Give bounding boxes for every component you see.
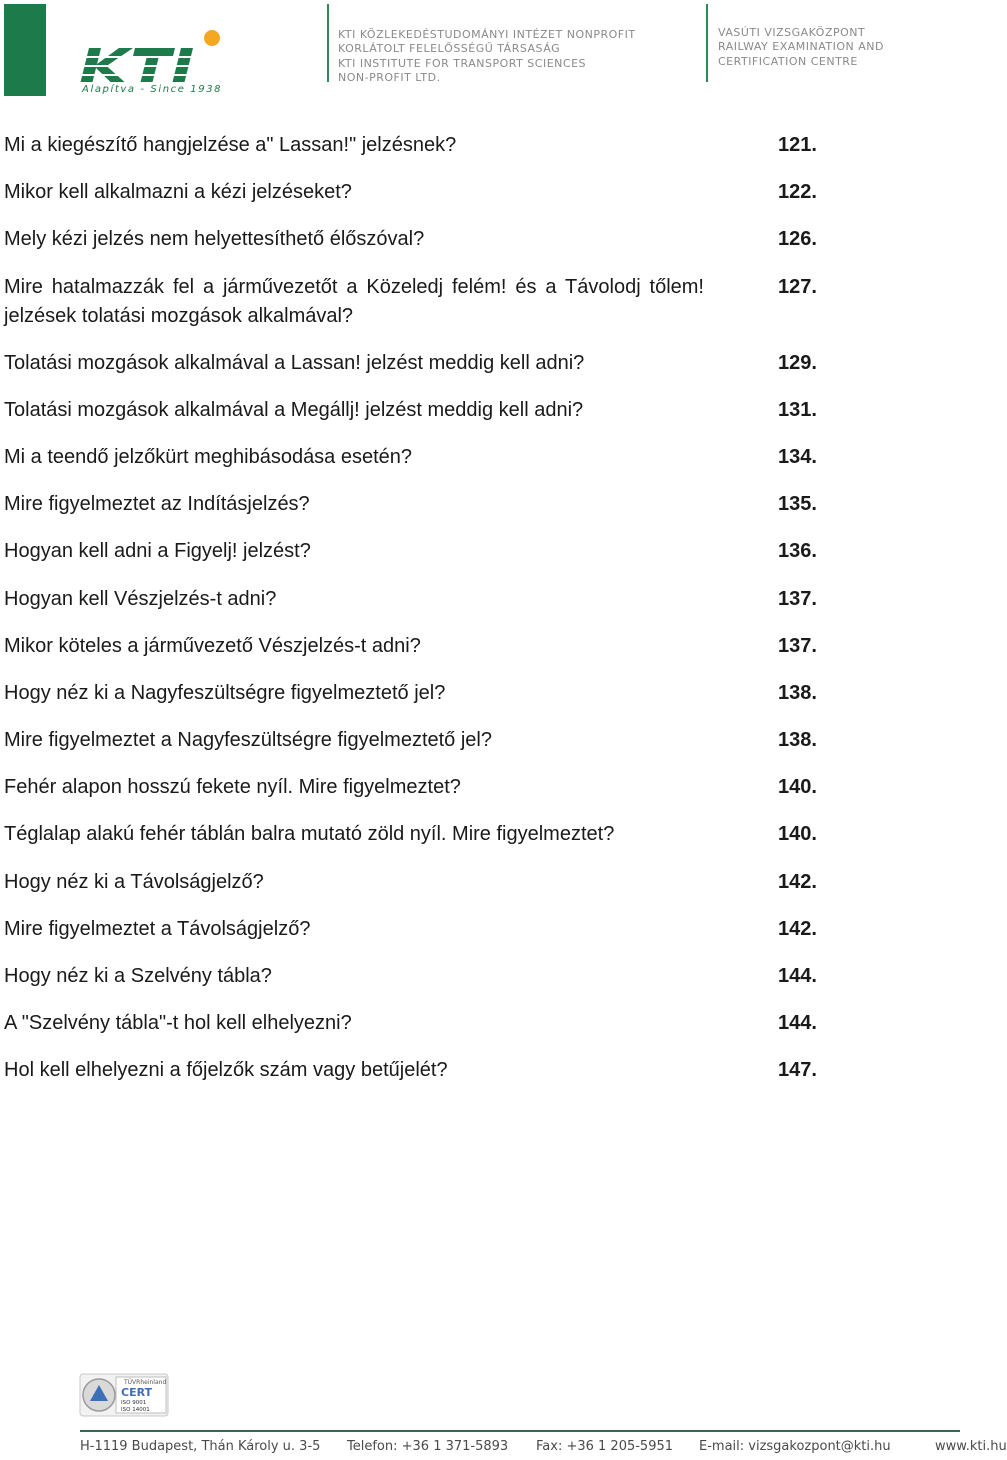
page-number: 142. <box>778 917 817 940</box>
page-number: 136. <box>778 540 817 563</box>
question-text: Mikor köteles a járművezető Vészjelzés-t adni? <box>4 634 421 657</box>
page-footer <box>80 1439 1007 1459</box>
list-item <box>4 396 834 443</box>
centre-line: VASÚTI VIZSGAKÖZPONT <box>718 26 866 39</box>
page-number: 140. <box>778 823 817 846</box>
list-item <box>4 1009 834 1056</box>
brand-green-block <box>4 4 46 96</box>
question-index <box>4 131 834 1104</box>
page-number: 134. <box>778 445 817 468</box>
kti-logo-letters <box>78 28 228 84</box>
cert-iso-9001: ISO 9001 <box>121 1400 147 1406</box>
question-text: Mi a teendő jelzőkürt meghibásodása esetén? <box>4 445 413 468</box>
institute-line: NON-PROFIT LTD. <box>338 70 441 84</box>
list-item <box>4 773 834 820</box>
list-item <box>4 443 834 490</box>
institute-line: KORLÁTOLT FELELŐSSÉGŰ TÁRSASÁG <box>338 42 561 56</box>
centre-line: RAILWAY EXAMINATION AND <box>718 40 884 54</box>
page-number: 129. <box>778 351 817 374</box>
footer-address: H-1119 Budapest, Thán Károly u. 3-5 <box>80 1439 321 1454</box>
page-number: 138. <box>778 681 817 704</box>
question-text: Hogy néz ki a Távolságjelző? <box>4 870 264 893</box>
list-item <box>4 585 834 632</box>
list-item <box>4 632 834 679</box>
list-item <box>4 915 834 962</box>
institute-line: KTI INSTITUTE FOR TRANSPORT SCIENCES <box>338 56 587 70</box>
institute-name <box>338 28 678 85</box>
footer-email[interactable]: E-mail: vizsgakozpont@kti.hu <box>699 1439 891 1454</box>
cert-issuer: TÜVRheinland <box>124 1379 167 1386</box>
question-text: Hogy néz ki a Nagyfeszültségre figyelmeztető jel? <box>4 681 446 704</box>
page-number: 140. <box>778 776 817 799</box>
page-number: 144. <box>778 965 817 987</box>
page-number: 131. <box>778 398 817 421</box>
page-number: 142. <box>778 870 817 893</box>
page-number: 121. <box>778 134 817 156</box>
page-number: 138. <box>778 729 817 752</box>
question-text: Mikor kell alkalmazni a kézi jelzéseket? <box>4 181 352 204</box>
header-divider <box>706 4 708 82</box>
list-item <box>4 349 834 396</box>
list-item <box>4 820 834 867</box>
footer-fax: Fax: +36 1 205-5951 <box>536 1439 674 1454</box>
question-text: Hogyan kell adni a Figyelj! jelzést? <box>4 540 311 563</box>
page-number: 126. <box>778 228 817 251</box>
logo-since-text: Alapítva - Since 1938 <box>82 84 223 95</box>
question-text: Mire figyelmeztet a Távolságjelző? <box>4 917 311 940</box>
list-item <box>4 962 834 1009</box>
list-item <box>4 1056 834 1103</box>
cert-iso-14001: ISO 14001 <box>121 1407 150 1413</box>
question-text: Tolatási mozgások alkalmával a Megállj! jelzést meddig kell adni? <box>4 398 584 421</box>
question-text: Mire hatalmazzák fel a járművezetőt a Közeledj felém! és a Távolodj tőlem! jelzések tolatási mozgások alkalmával? <box>4 275 704 327</box>
question-text: Hogyan kell Vészjelzés-t adni? <box>4 587 277 610</box>
page-number: 137. <box>778 634 817 657</box>
header-divider <box>327 4 329 82</box>
page-number: 135. <box>778 493 817 516</box>
question-text: Téglalap alakú fehér táblán balra mutató zöld nyíl. Mire figyelmeztet? <box>4 823 615 846</box>
institute-line: KTI KÖZLEKEDÉSTUDOMÁNYI INTÉZET NONPROFIT <box>338 28 636 41</box>
list-item <box>4 225 834 272</box>
footer-website[interactable]: www.kti.hu <box>935 1439 1007 1454</box>
question-text: Hogy néz ki a Szelvény tábla? <box>4 965 272 987</box>
list-item <box>4 537 834 584</box>
page-number: 147. <box>778 1059 817 1082</box>
tuv-cert-badge <box>80 1374 168 1416</box>
page-number: 137. <box>778 587 817 610</box>
list-item <box>4 679 834 726</box>
list-item <box>4 726 834 773</box>
page-number: 122. <box>778 181 817 204</box>
question-text: Fehér alapon hosszú fekete nyíl. Mire figyelmeztet? <box>4 776 461 799</box>
cert-label: CERT <box>121 1386 153 1399</box>
page-number: 127. <box>778 275 817 298</box>
page-number: 144. <box>778 1012 817 1035</box>
page-header <box>0 0 960 110</box>
question-text: Mire figyelmeztet az Indításjelzés? <box>4 493 310 516</box>
footer-divider <box>80 1430 960 1432</box>
list-item <box>4 131 834 178</box>
question-text: Mire figyelmeztet a Nagyfeszültségre figyelmeztető jel? <box>4 729 492 752</box>
kti-logo <box>78 28 228 100</box>
question-text: Tolatási mozgások alkalmával a Lassan! jelzést meddig kell adni? <box>4 351 585 374</box>
list-item <box>4 273 834 349</box>
centre-name <box>718 26 958 69</box>
list-item <box>4 178 834 225</box>
question-text: Mi a kiegészítő hangjelzése a" Lassan!" jelzésnek? <box>4 134 457 156</box>
list-item <box>4 490 834 537</box>
list-item <box>4 868 834 915</box>
question-text: Mely kézi jelzés nem helyettesíthető élőszóval? <box>4 228 425 251</box>
footer-phone: Telefon: +36 1 371-5893 <box>347 1439 509 1454</box>
question-text: Hol kell elhelyezni a főjelzők szám vagy betűjelét? <box>4 1059 448 1082</box>
question-text: A "Szelvény tábla"-t hol kell elhelyezni? <box>4 1012 352 1035</box>
centre-line: CERTIFICATION CENTRE <box>718 54 858 68</box>
